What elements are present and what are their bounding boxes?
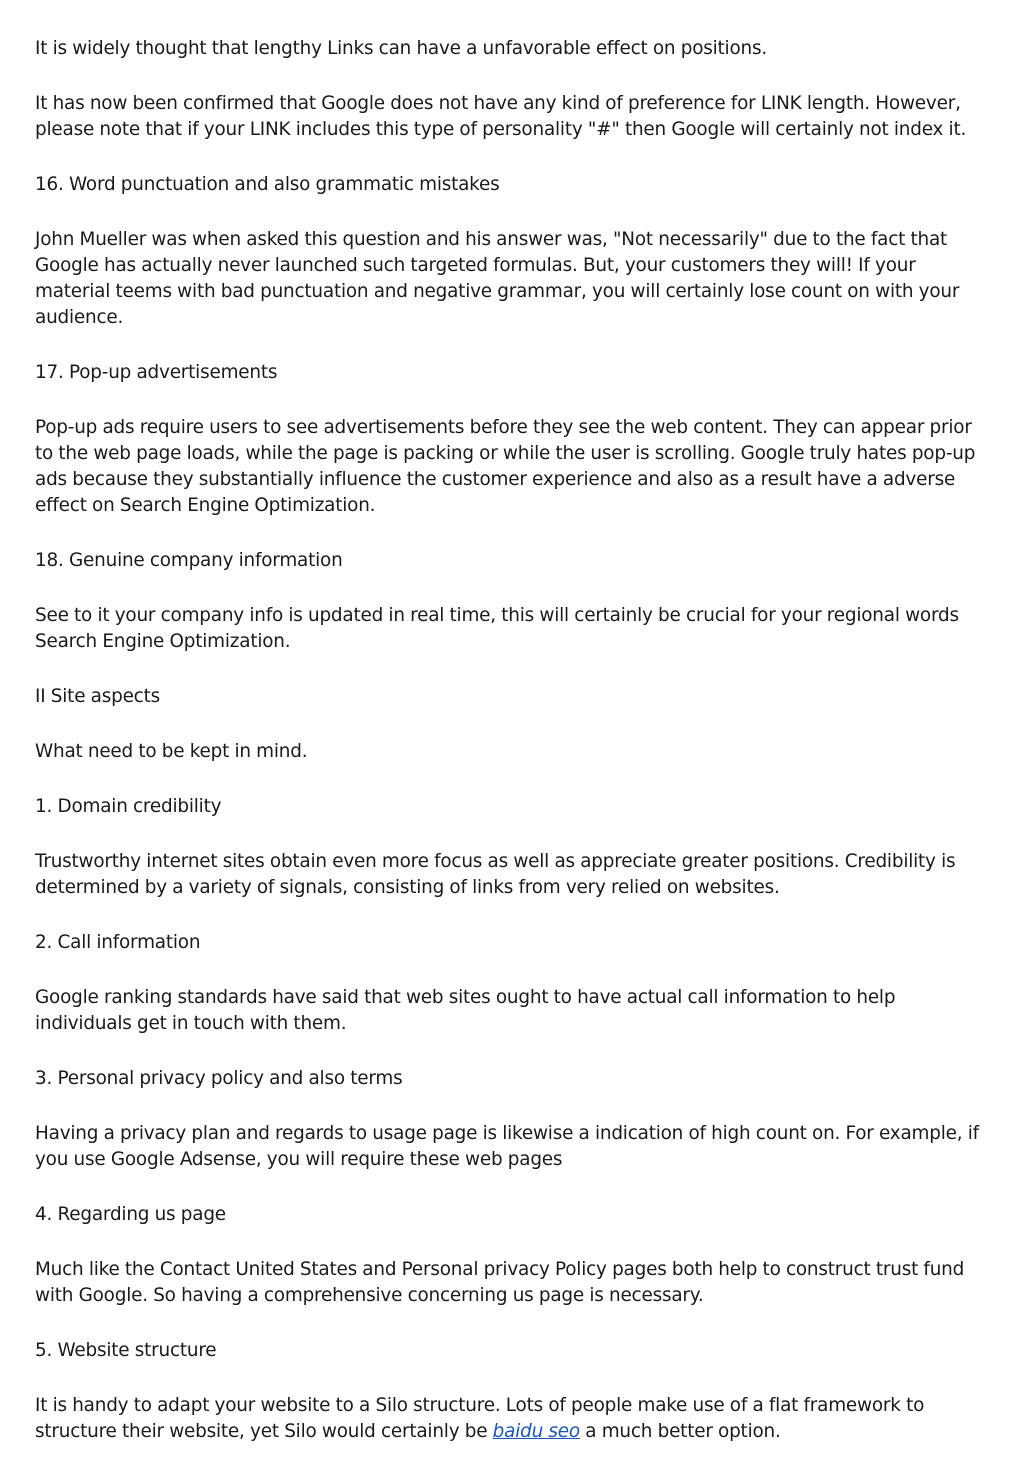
document-body bbox=[35, 36, 991, 1474]
paragraph-popup-ads: Pop-up ads require users to see advertisements before they see the web content. They can appear prior to the web page loads, while the page is packing or while the user is scrolling. Google truly hates pop-up ads because they substantially influence the customer experience and also as a result have a adverse effect on Search Engine Optimization. bbox=[35, 417, 976, 516]
paragraph-domain-credibility: Trustworthy internet sites obtain even more focus as well as appreciate greater positions. Credibility is determined by a variety of signals, consisting of links from very relied on websites. bbox=[35, 851, 956, 898]
website-structure-text-after: a much better option. bbox=[579, 1421, 781, 1442]
paragraph-company-info: See to it your company info is updated in real time, this will certainly be crucial for your regional words Search Engine Optimization. bbox=[35, 605, 959, 652]
heading-about-us-page: 4. Regarding us page bbox=[35, 1204, 226, 1225]
heading-privacy-policy: 3. Personal privacy policy and also terms bbox=[35, 1068, 403, 1089]
paragraph-url-length-intro: It is widely thought that lengthy Links can have a unfavorable effect on positions. bbox=[35, 38, 767, 59]
paragraph-call-information: Google ranking standards have said that web sites ought to have actual call information to help individuals get in touch with them. bbox=[35, 987, 896, 1034]
paragraph-privacy-policy: Having a privacy plan and regards to usage page is likewise a indication of high count on. For example, if you use Google Adsense, you will require these web pages bbox=[35, 1123, 979, 1170]
paragraph-punctuation-grammar: John Mueller was when asked this question and his answer was, "Not necessarily" due to the fact that Google has actually never launched such targeted formulas. But, your customers they will! If your material teems with bad punctuation and negative grammar, you will certainly lose count on with your audience. bbox=[35, 229, 960, 328]
paragraph-website-structure bbox=[35, 1393, 991, 1445]
heading-site-aspects: II Site aspects bbox=[35, 686, 160, 707]
paragraph-url-length-detail: It has now been confirmed that Google does not have any kind of preference for LINK length. However, please note that if your LINK includes this type of personality "#" then Google will certainly not index it. bbox=[35, 93, 967, 140]
heading-website-structure: 5. Website structure bbox=[35, 1340, 217, 1361]
website-structure-text-before: It is handy to adapt your website to a Silo structure. Lots of people make use of a flat framework to structure their website, yet Silo would certainly be bbox=[35, 1395, 925, 1442]
baidu-seo-link[interactable]: baidu seo bbox=[492, 1421, 580, 1442]
heading-popup-ads: 17. Pop-up advertisements bbox=[35, 362, 278, 383]
paragraph-site-aspects-intro: What need to be kept in mind. bbox=[35, 741, 308, 762]
heading-call-information: 2. Call information bbox=[35, 932, 201, 953]
heading-domain-credibility: 1. Domain credibility bbox=[35, 796, 222, 817]
heading-company-info: 18. Genuine company information bbox=[35, 550, 343, 571]
heading-punctuation-grammar: 16. Word punctuation and also grammatic mistakes bbox=[35, 174, 500, 195]
paragraph-about-us-page: Much like the Contact United States and Personal privacy Policy pages both help to construct trust fund with Google. So having a comprehensive concerning us page is necessary. bbox=[35, 1259, 965, 1306]
